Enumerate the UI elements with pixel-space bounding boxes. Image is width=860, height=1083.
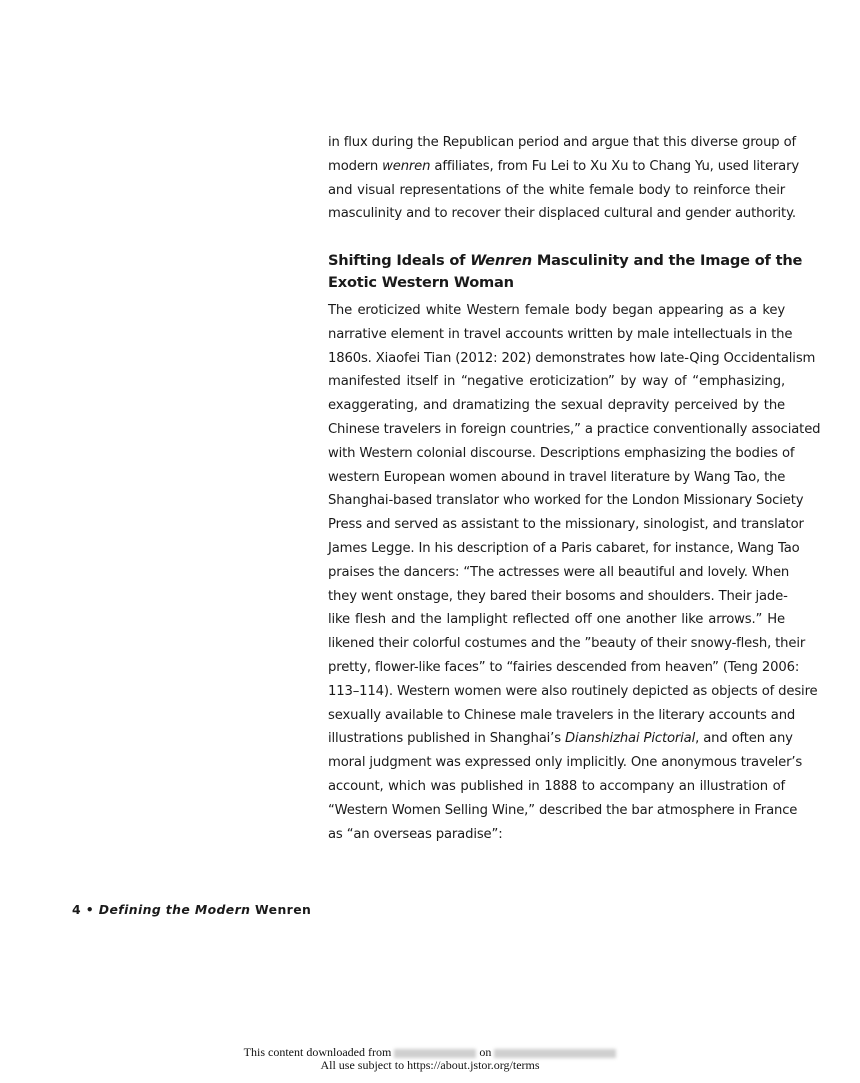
text-line bbox=[328, 131, 796, 155]
text-segment: and visual representations of the white female body to reinforce their bbox=[328, 182, 785, 198]
text-line bbox=[328, 347, 816, 371]
text-line bbox=[328, 704, 796, 728]
text-segment: likened their colorful costumes and the ”beauty of their snowy-flesh, their bbox=[328, 636, 806, 652]
text-line bbox=[328, 202, 796, 226]
book-title-italic: Defining the Modern bbox=[98, 902, 251, 917]
text-line bbox=[328, 680, 818, 704]
text-line bbox=[328, 299, 785, 323]
text-line bbox=[328, 466, 785, 490]
text-segment: , and often any bbox=[695, 731, 793, 747]
text-segment: modern bbox=[328, 158, 383, 174]
text-segment: Chinese travelers in foreign countries,” a practice conventionally associated bbox=[328, 421, 821, 437]
text-segment: Shanghai-based translator who worked for the London Missionary Society bbox=[328, 493, 804, 509]
text-line bbox=[328, 561, 790, 585]
text-segment: sexually available to Chinese male travelers in the literary accounts and bbox=[328, 707, 796, 723]
text-line bbox=[328, 418, 821, 442]
text-line bbox=[328, 323, 793, 347]
text-segment: in flux during the Republican period and argue that this diverse group of bbox=[328, 135, 796, 150]
bullet: • bbox=[85, 902, 95, 917]
text-line bbox=[328, 656, 800, 680]
text-segment: illustrations published in Shanghai’s bbox=[328, 731, 565, 747]
text-segment: “Western Women Selling Wine,” described the bar atmosphere in France bbox=[328, 802, 798, 818]
text-segment: praises the dancers: “The actresses were all beautiful and lovely. When bbox=[328, 564, 790, 580]
text-line bbox=[328, 272, 785, 294]
text-segment: Exotic Western Woman bbox=[328, 274, 514, 291]
text-segment: account, which was published in 1888 to accompany an illustration of bbox=[328, 778, 785, 794]
page-number: 4 bbox=[72, 902, 82, 917]
text-line bbox=[328, 370, 785, 394]
italic-text: Dianshizhai Pictorial bbox=[564, 731, 696, 747]
text-segment: western European women abound in travel literature by Wang Tao, the bbox=[328, 469, 786, 485]
text-segment: pretty, flower-like faces” to “fairies descended from heaven” (Teng 2006: bbox=[328, 659, 800, 675]
text-segment: Press and served as assistant to the missionary, sinologist, and translator bbox=[328, 517, 804, 533]
jstor-download-notice bbox=[0, 1046, 860, 1072]
text-segment: 113–114). Western women were also routinely depicted as objects of desire bbox=[328, 683, 818, 699]
text-segment: moral judgment was expressed only implicitly. One anonymous traveler’s bbox=[328, 755, 803, 771]
text-segment: Shifting Ideals of bbox=[328, 252, 471, 269]
text-line bbox=[328, 751, 803, 775]
text-segment: masculinity and to recover their displaced cultural and gender authority. bbox=[328, 206, 796, 222]
text-line bbox=[328, 179, 785, 203]
text-segment: as “an overseas paradise”: bbox=[328, 826, 503, 842]
running-footer bbox=[72, 902, 311, 917]
terms-line: All use subject to https://about.jstor.org/terms bbox=[320, 1058, 540, 1072]
text-line bbox=[328, 799, 798, 823]
paragraph-body bbox=[328, 299, 821, 846]
text-line bbox=[328, 727, 793, 751]
text-segment: affiliates, from Fu Lei to Xu Xu to Chang Yu, used literary bbox=[430, 158, 800, 174]
text-line bbox=[328, 442, 795, 466]
text-segment: exaggerating, and dramatizing the sexual depravity perceived by the bbox=[328, 398, 785, 414]
text-line bbox=[328, 585, 788, 609]
text-segment: James Legge. In his description of a Paris cabaret, for instance, Wang Tao bbox=[328, 540, 800, 556]
paragraph-intro bbox=[328, 131, 800, 226]
text-line bbox=[328, 608, 785, 632]
text-line bbox=[328, 775, 785, 799]
download-on: on bbox=[479, 1045, 492, 1059]
download-line bbox=[0, 1046, 860, 1059]
text-line bbox=[328, 489, 804, 513]
text-segment: like flesh and the lamplight reflected off one another like arrows.” He bbox=[328, 612, 785, 628]
text-segment: Masculinity and the Image of the bbox=[531, 252, 803, 269]
book-title-rest: Wenren bbox=[255, 902, 312, 917]
text-segment: with Western colonial discourse. Descriptions emphasizing the bodies of bbox=[328, 445, 795, 461]
text-segment: manifested itself in “negative eroticization” by way of “emphasizing, bbox=[328, 374, 785, 390]
text-line bbox=[328, 823, 785, 847]
text-line bbox=[328, 537, 800, 561]
text-line bbox=[328, 394, 785, 418]
text-segment: The eroticized white Western female body began appearing as a key bbox=[328, 303, 785, 318]
text-segment: 1860s. Xiaofei Tian (2012: 202) demonstrates how late-Qing Occidentalism bbox=[328, 350, 816, 366]
redacted-date bbox=[494, 1049, 616, 1058]
section-heading bbox=[328, 250, 803, 294]
download-prefix: This content downloaded from bbox=[243, 1045, 392, 1059]
text-line bbox=[328, 513, 804, 537]
text-line bbox=[328, 250, 803, 272]
redacted-ip bbox=[394, 1049, 476, 1058]
italic-text: Wenren bbox=[470, 252, 532, 269]
text-line bbox=[328, 155, 800, 179]
text-line bbox=[328, 632, 806, 656]
text-segment: they went onstage, they bared their bosoms and shoulders. Their jade- bbox=[328, 588, 788, 604]
text-segment: narrative element in travel accounts written by male intellectuals in the bbox=[328, 326, 793, 342]
italic-text: wenren bbox=[382, 158, 431, 174]
